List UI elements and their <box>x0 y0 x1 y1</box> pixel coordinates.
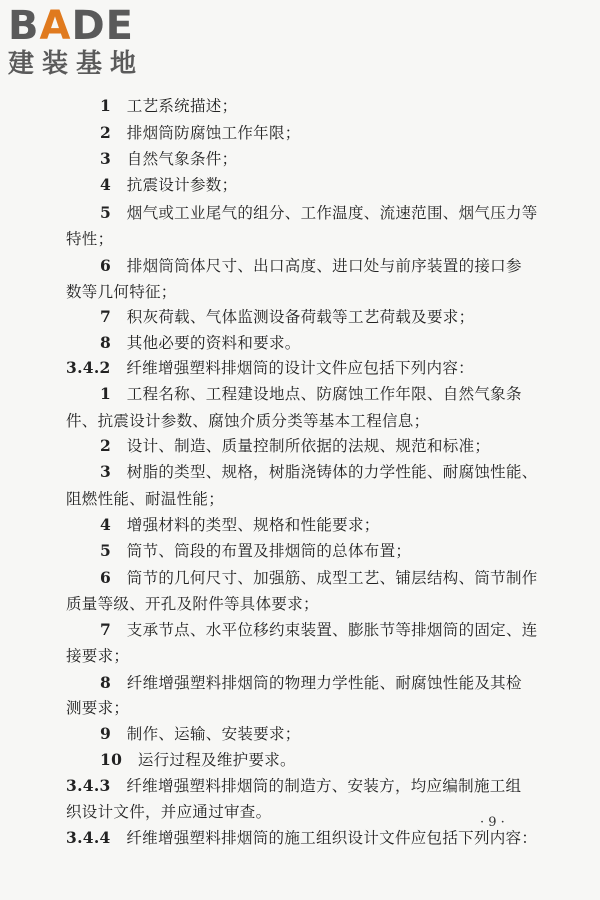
item-text: 筒节、筒段的布置及排烟筒的总体布置； <box>126 542 412 560</box>
item-text: 筒节的几何尺寸、加强筋、成型工艺、铺层结构、筒节制作 <box>126 569 538 587</box>
item-number: 8 <box>100 333 112 352</box>
item-text: 质量等级、开孔及附件等具体要求； <box>66 595 319 613</box>
item-text: 工程名称、工程建设地点、防腐蚀工作年限、自然气象条 <box>126 385 522 403</box>
list-item <box>100 175 237 195</box>
item-number: 2 <box>100 123 112 142</box>
list-item <box>100 568 538 588</box>
item-text: 排烟筒防腐蚀工作年限； <box>126 124 301 142</box>
item-text: 自然气象条件； <box>126 150 238 168</box>
item-number: 3 <box>100 462 112 481</box>
item-number: 6 <box>100 256 112 275</box>
item-text: 设计、制造、质量控制所依据的法规、规范和标准； <box>126 437 491 455</box>
section-number: 3.4.2 <box>66 358 111 377</box>
list-item <box>100 96 237 116</box>
section-text: 纤维增强塑料排烟筒的设计文件应包括下列内容： <box>126 359 474 377</box>
item-text: 增强材料的类型、规格和性能要求； <box>126 516 380 534</box>
item-text: 排烟筒筒体尺寸、出口高度、进口处与前序装置的接口参 <box>126 257 522 275</box>
item-number: 7 <box>100 307 112 326</box>
item-number: 8 <box>100 673 112 692</box>
list-item-continuation <box>66 802 271 822</box>
item-text: 树脂的类型、规格，树脂浇铸体的力学性能、耐腐蚀性能、 <box>126 463 538 481</box>
section-clause <box>66 828 537 848</box>
list-item <box>100 620 538 640</box>
section-clause <box>66 776 521 796</box>
item-number: 2 <box>100 436 112 455</box>
list-item-continuation <box>66 594 319 614</box>
item-number: 9 <box>100 724 112 743</box>
item-number: 5 <box>100 203 112 222</box>
item-number: 4 <box>100 175 112 194</box>
item-text: 积灰荷载、气体监测设备荷载等工艺荷载及要求； <box>126 308 475 326</box>
item-number: 1 <box>100 96 112 115</box>
section-text: 纤维增强塑料排烟筒的制造方、安装方，均应编制施工组 <box>126 777 522 795</box>
page-number: · 9 · <box>480 815 505 830</box>
item-text: 纤维增强塑料排烟筒的物理力学性能、耐腐蚀性能及其检 <box>126 674 522 692</box>
list-item <box>100 515 380 535</box>
list-item-continuation <box>66 282 177 302</box>
list-item-continuation <box>66 646 129 666</box>
list-item-continuation <box>66 698 129 718</box>
section-number: 3.4.3 <box>66 776 111 795</box>
item-number: 6 <box>100 568 112 587</box>
list-item <box>100 462 538 482</box>
list-item <box>100 724 301 744</box>
item-text: 制作、运输、安装要求； <box>126 725 301 743</box>
item-number: 7 <box>100 620 112 639</box>
item-text: 其他必要的资料和要求。 <box>126 334 301 352</box>
item-number: 5 <box>100 541 112 560</box>
section-number: 3.4.4 <box>66 828 111 847</box>
list-item <box>100 541 411 561</box>
item-number: 4 <box>100 515 112 534</box>
list-item-continuation <box>66 229 113 249</box>
list-item <box>100 384 522 404</box>
item-text: 支承节点、水平位移约束装置、膨胀节等排烟筒的固定、连 <box>126 621 538 639</box>
item-text: 阻燃性能、耐温性能； <box>66 490 225 508</box>
section-text: 纤维增强塑料排烟筒的施工组织设计文件应包括下列内容： <box>126 829 538 847</box>
item-text: 抗震设计参数； <box>126 176 238 194</box>
list-item <box>100 333 301 353</box>
item-text: 运行过程及维护要求。 <box>137 751 296 769</box>
logo-accent-letter: A <box>39 3 72 49</box>
item-number: 10 <box>100 750 123 769</box>
item-text: 数等几何特征； <box>66 283 177 301</box>
section-clause <box>66 358 474 378</box>
logo-subtitle: 建装基地 <box>8 49 145 79</box>
list-item <box>100 750 296 770</box>
item-text: 测要求； <box>66 699 130 717</box>
list-item <box>100 256 522 276</box>
list-item <box>100 123 301 143</box>
list-item <box>100 203 538 223</box>
logo-brand <box>8 4 178 48</box>
item-text: 特性； <box>66 230 114 248</box>
item-number: 1 <box>100 384 112 403</box>
item-text: 工艺系统描述； <box>126 97 238 115</box>
item-number: 3 <box>100 149 112 168</box>
logo <box>8 4 178 88</box>
list-item <box>100 149 237 169</box>
item-text: 烟气或工业尾气的组分、工作温度、流速范围、烟气压力等 <box>126 204 538 222</box>
list-item <box>100 436 490 456</box>
list-item-continuation <box>66 411 429 431</box>
list-item <box>100 673 522 693</box>
item-text: 接要求； <box>66 647 130 665</box>
list-item-continuation <box>66 489 224 509</box>
logo-brand-text: BADE <box>8 3 134 49</box>
item-text: 织设计文件，并应通过审查。 <box>66 803 272 821</box>
item-text: 件、抗震设计参数、腐蚀介质分类等基本工程信息； <box>66 412 430 430</box>
list-item <box>100 307 474 327</box>
